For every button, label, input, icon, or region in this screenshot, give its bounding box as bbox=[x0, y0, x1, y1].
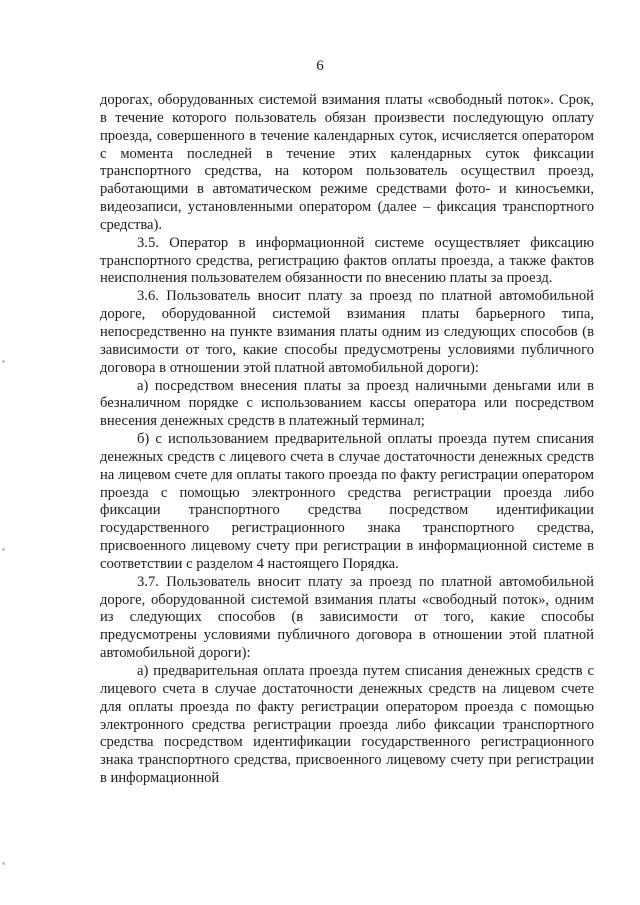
document-body bbox=[100, 92, 594, 788]
paragraph-3-6: 3.6. Пользователь вносит плату за проезд по платной автомобильной дороге, оборудованной системой взимания платы барьерного типа, непосредственно на пункте взимания платы одним из следующих способов (в зависимости от того, какие способы предусмотрены условиями публичного договора в отношении этой платной автомобильной дороги): bbox=[100, 288, 594, 376]
paragraph-3-6-a: а) посредством внесения платы за проезд наличными деньгами или в безналичном порядке с использованием кассы оператора или посредством внесения денежных средств в платежный терминал; bbox=[100, 377, 594, 430]
page-number: 6 bbox=[316, 58, 324, 74]
scan-edge-mark bbox=[2, 862, 5, 865]
scan-edge-mark bbox=[2, 548, 5, 551]
paragraph-3-6-b: б) с использованием предварительной оплаты проезда путем списания денежных средств с лицевого счета в случае достаточности денежных средств на лицевом счете для оплаты такого проезда по факту регистрации оператором проезда с помощью электронного средства регистрации проезда либо фиксации транспортного средства посредством идентификации государственного регистрационного знака транспортного средства, присвоенного лицевому счету при регистрации в информационной системе в соответствии с разделом 4 настоящего Порядка. bbox=[100, 431, 594, 572]
paragraph-3-7: 3.7. Пользователь вносит плату за проезд по платной автомобильной дороге, оборудованной системой взимания платы «свободный поток», одним из следующих способов (в зависимости от того, какие способы предусмотрены условиями публичного договора в отношении этой платной автомобильной дороги): bbox=[100, 573, 594, 662]
paragraph-3-7-a: а) предварительная оплата проезда путем списания денежных средств с лицевого счета в случае достаточности денежных средств на лицевом счете для оплаты проезда по факту регистрации оператором проезда с помощью электронного средства регистрации проезда либо фиксации транспортного средства посредством идентификации государственного регистрационного знака транспортного средства, присвоенного лицевому счету при регистрации в информационной bbox=[100, 663, 594, 787]
paragraph-continuation: дорогах, оборудованных системой взимания платы «свободный поток». Срок, в течение которого пользователь обязан произвести последующую оплату проезда, совершенного в течение календарных суток, исчисляется оператором с момента последней в течение этих календарных суток фиксации транспортного средства, на котором пользователь осуществил проезд, работающими в автоматическом режиме средствами фото- и киносъемки, видеозаписи, установленными оператором (далее – фиксация транспортного средства). bbox=[100, 92, 594, 233]
paragraph-3-5: 3.5. Оператор в информационной системе осуществляет фиксацию транспортного средства, регистрацию фактов оплаты проезда, а также фактов неисполнения пользователем обязанности по внесению платы за проезд. bbox=[100, 234, 594, 287]
scan-edge-mark bbox=[2, 360, 5, 363]
